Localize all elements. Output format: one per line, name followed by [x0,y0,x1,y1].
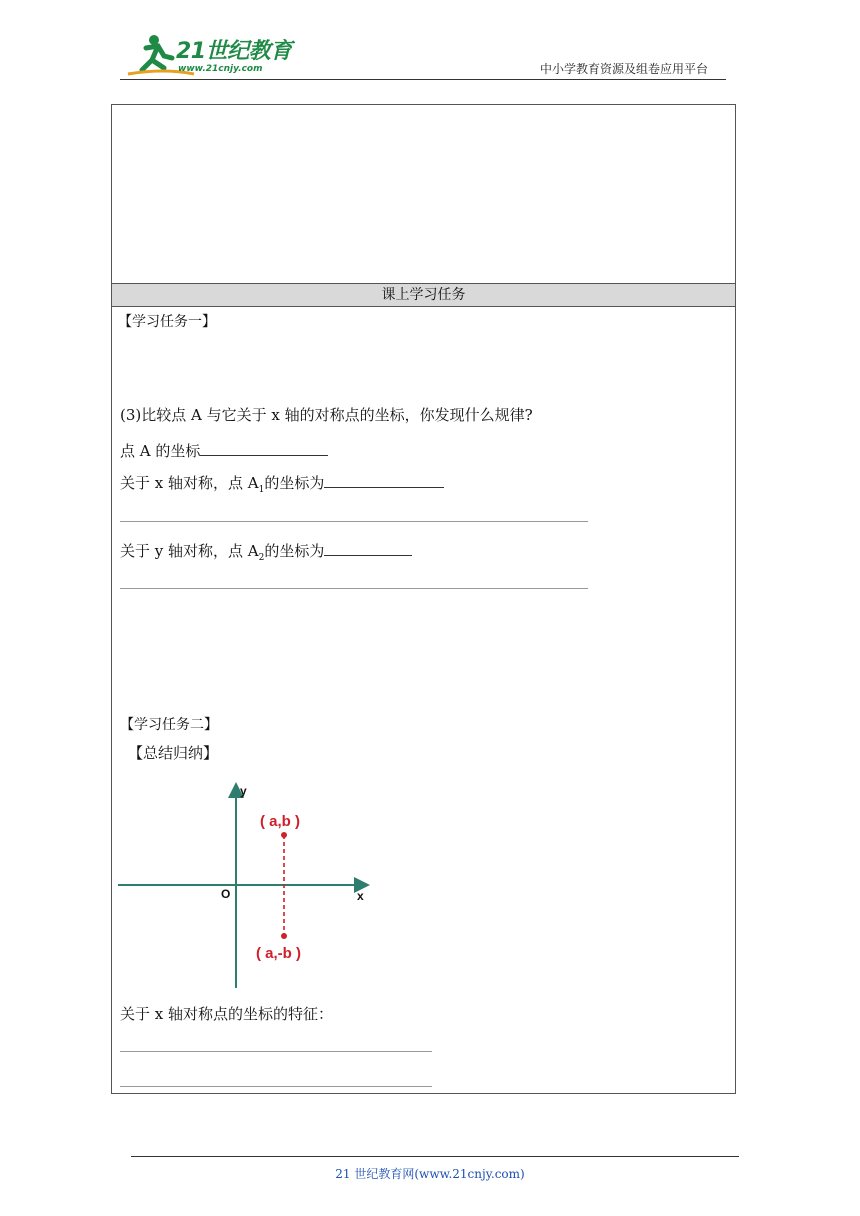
line-x-label: 关于 x 轴对称，点 A [120,474,259,492]
symmetry-diagram [114,778,384,993]
line-a-label: 点 A 的坐标 [120,442,201,460]
answer-blank-a[interactable] [200,441,328,456]
y-axis-label: y [240,784,247,798]
answer-rule-4[interactable] [120,1086,432,1087]
line-y-label: 关于 y 轴对称，点 A [120,542,259,560]
line-x-label-end: 的坐标为 [264,474,325,492]
header-divider [120,79,726,80]
task2-title: 【学习任务二】 [120,717,218,733]
section-band: 课上学习任务 [112,283,735,307]
task1-line-a [120,440,328,461]
point-top [281,832,287,838]
origin-label: O [221,887,231,901]
answer-blank-x[interactable] [324,473,444,488]
point-top-label: ( a,b ) [260,813,300,830]
task1-title: 【学习任务一】 [118,314,216,330]
feature-prompt: 关于 x 轴对称点的坐标的特征： [120,1005,333,1023]
answer-rule-3[interactable] [120,1051,432,1052]
subscript-1: 1 [258,485,265,495]
task1-question: (3)比较点 A 与它关于 x 轴的对称点的坐标，你发现什么规律? [120,406,533,424]
footer-link[interactable]: 21 世纪教育网(www.21cnjy.com) [335,1167,525,1181]
logo-text: 21世纪教育 [176,39,292,64]
point-bottom-label: ( a,-b ) [256,945,301,962]
footer-divider [131,1156,739,1157]
task1-line-x [120,472,444,495]
x-axis-label: x [357,889,364,903]
answer-rule-2[interactable] [120,588,588,589]
task2-subtitle: 【总结归纳】 [128,744,219,762]
logo-url: www.21cnjy.com [178,64,263,74]
point-bottom [281,933,287,939]
line-y-label-end: 的坐标为 [264,542,325,560]
answer-rule-1[interactable] [120,521,588,522]
platform-slogan: 中小学教育资源及组卷应用平台 [540,62,709,76]
subscript-2: 2 [258,553,265,563]
task1-line-y [120,540,412,563]
answer-blank-y[interactable] [324,541,412,556]
